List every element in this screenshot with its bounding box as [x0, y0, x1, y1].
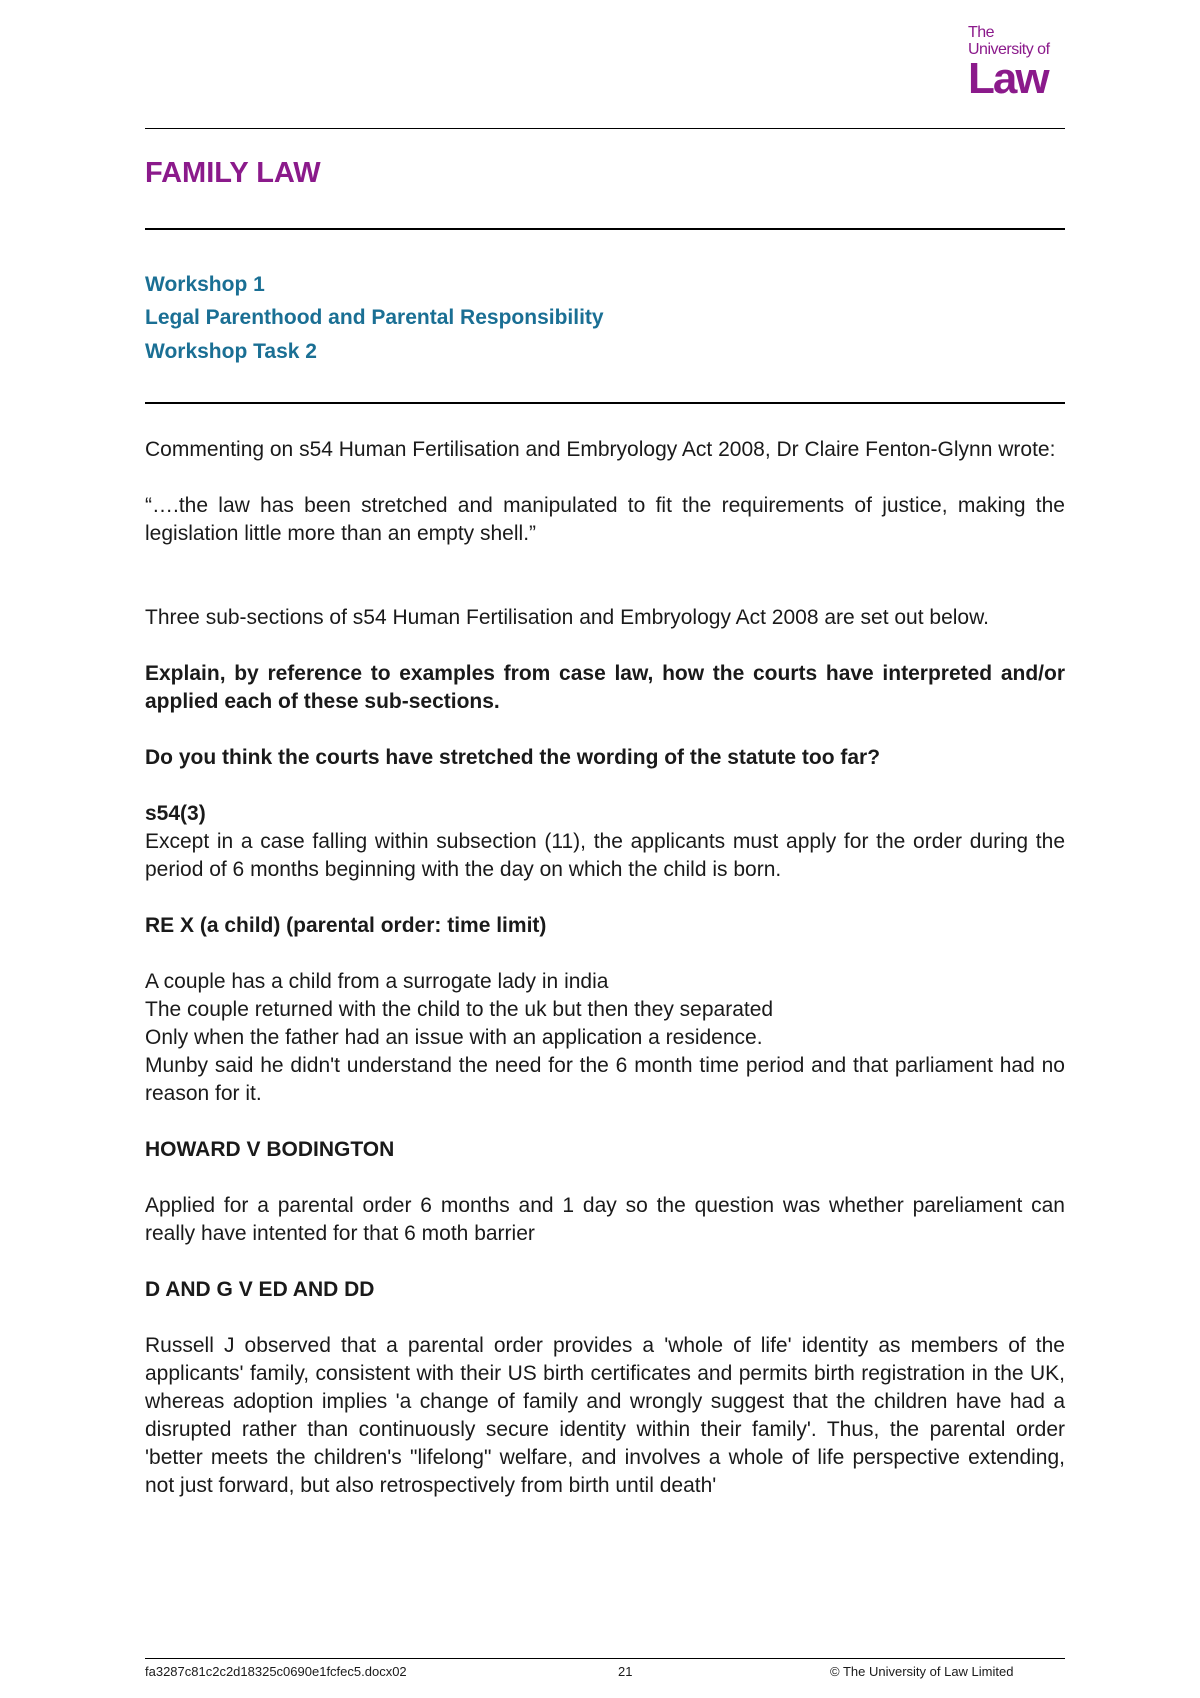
case-howard-heading: HOWARD V BODINGTON	[145, 1138, 395, 1161]
case-re-x-line: The couple returned with the child to the uk but then they separated	[145, 998, 774, 1021]
s54-text: Except in a case falling within subsection (11), the applicants must apply for the order during the period of 6 months beginning with the day on which the child is born.	[145, 830, 1065, 881]
footer-copyright: © The University of Law Limited	[830, 1664, 1014, 1679]
header-divider	[145, 128, 1065, 129]
document-title: FAMILY LAW	[145, 157, 321, 189]
workshop-topic: Legal Parenthood and Parental Responsibility	[145, 306, 604, 329]
footer-doc-id: fa3287c81c2c2d18325c0690e1fcfec5.docx02	[145, 1664, 407, 1679]
subsections-paragraph: Three sub-sections of s54 Human Fertilisation and Embryology Act 2008 are set out below.	[145, 606, 989, 629]
case-howard-text: Applied for a parental order 6 months and 1 day so the question was whether pareliament can really have intented for that 6 moth barrier	[145, 1194, 1065, 1245]
intro-paragraph: Commenting on s54 Human Fertilisation and Embryology Act 2008, Dr Claire Fenton-Glynn wrote:	[145, 438, 1056, 461]
document-body	[145, 436, 1065, 1500]
workshop-divider	[145, 402, 1065, 404]
case-re-x-line: Only when the father had an issue with an application a residence.	[145, 1026, 763, 1049]
title-divider	[145, 228, 1065, 230]
case-re-x-heading: RE X (a child) (parental order: time limit)	[145, 914, 547, 937]
logo-line-university-of: University of	[968, 41, 1050, 58]
logo-line-the: The	[968, 24, 995, 41]
case-d-and-g-text: Russell J observed that a parental order provides a 'whole of life' identity as members of the applicants' family, consistent with their US birth certificates and permits birth registration in the UK, whereas adoption implies 'a change of family and wrongly suggest that the children have had a disrupted rather than continuously secure identity within their family'. Thus, the parental order 'better meets the children's "lifelong" welfare, and involves a whole of life perspective extending, not just forward, but also retrospectively from birth until death'	[145, 1334, 1065, 1497]
case-re-x-line: Munby said he didn't understand the need for the 6 month time period and that parliament had no reason for it.	[145, 1054, 1065, 1105]
university-of-law-logo	[968, 24, 1068, 104]
workshop-task: Workshop Task 2	[145, 340, 317, 363]
case-re-x-line: A couple has a child from a surrogate lady in india	[145, 970, 609, 993]
explain-instruction: Explain, by reference to examples from case law, how the courts have interpreted and/or applied each of these sub-sections.	[145, 662, 1065, 713]
s54-heading: s54(3)	[145, 802, 206, 825]
question-instruction: Do you think the courts have stretched the wording of the statute too far?	[145, 746, 881, 769]
workshop-number: Workshop 1	[145, 273, 265, 296]
footer-page-number: 21	[618, 1664, 633, 1679]
case-d-and-g-heading: D AND G V ED AND DD	[145, 1278, 375, 1301]
logo-line-law: Law	[968, 54, 1048, 103]
quote-paragraph: “….the law has been stretched and manipulated to fit the requirements of justice, making the legislation little more than an empty shell.”	[145, 494, 1065, 545]
footer-divider	[145, 1658, 1065, 1659]
